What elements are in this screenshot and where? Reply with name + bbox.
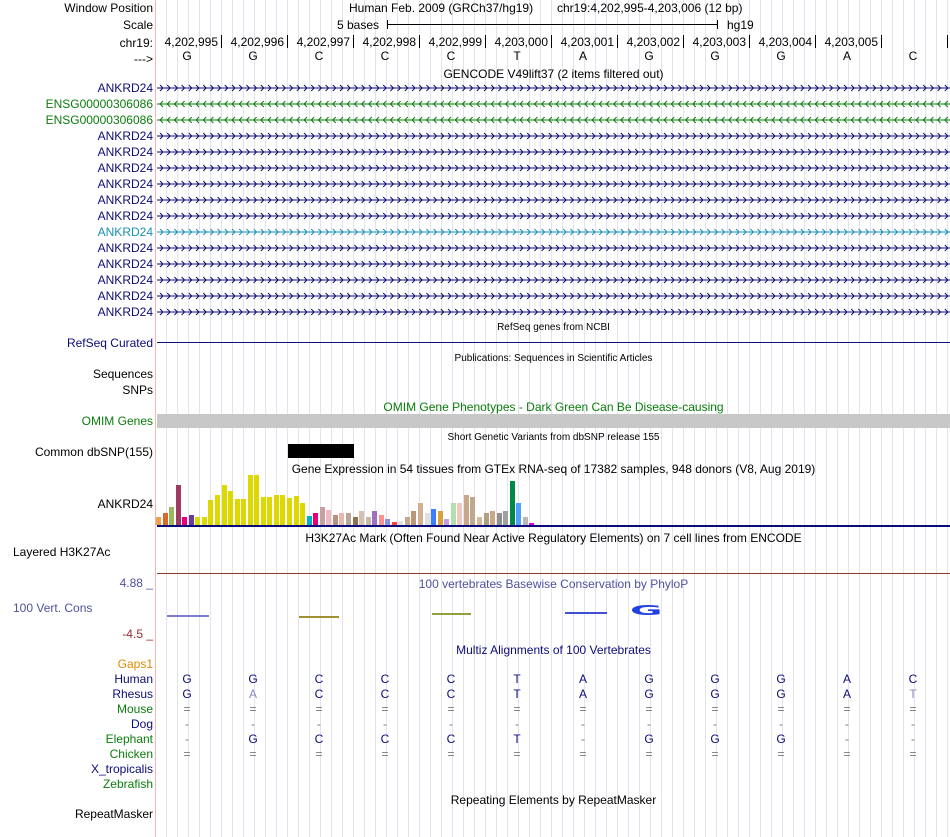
gtex-tissue-bar[interactable] <box>405 517 410 525</box>
repeatmasker-label[interactable]: RepeatMasker <box>74 807 153 821</box>
alignment-base: - <box>515 717 519 731</box>
gencode-transcript-line[interactable] <box>157 146 950 158</box>
alignment-base: - <box>185 717 189 731</box>
coordinate-label: 4,202,997 <box>296 35 350 49</box>
gtex-tissue-bar[interactable] <box>182 517 187 525</box>
gtex-tissue-bar[interactable] <box>241 499 246 525</box>
gencode-track-label[interactable]: ANKRD24 <box>97 273 153 287</box>
transcript-arrows <box>157 178 950 190</box>
alignment-base: C <box>380 687 390 701</box>
gtex-tissue-bar[interactable] <box>261 497 266 525</box>
alignment-base: - <box>911 732 915 746</box>
alignment-base: - <box>911 717 915 731</box>
alignment-base: = <box>711 702 719 716</box>
gtex-tissue-bar[interactable] <box>464 495 469 525</box>
gtex-tissue-bar[interactable] <box>372 511 377 525</box>
gencode-transcript-line[interactable] <box>157 98 950 110</box>
alignment-base: = <box>249 747 257 761</box>
gtex-tissue-bar[interactable] <box>235 499 240 525</box>
gtex-tissue-bar[interactable] <box>189 515 194 525</box>
alignment-base: G <box>776 687 786 701</box>
gencode-transcript-line[interactable] <box>157 306 950 318</box>
repeatmasker-title: Repeating Elements by RepeatMasker <box>450 793 657 807</box>
coordinate-tick <box>485 35 486 48</box>
alignment-base: T <box>909 687 917 701</box>
alignment-base: = <box>645 702 653 716</box>
alignment-base: = <box>579 702 587 716</box>
gtex-tissue-bar[interactable] <box>477 517 482 525</box>
alignment-base: G <box>248 672 258 686</box>
alignment-base: G <box>710 672 720 686</box>
gtex-tissue-bar[interactable] <box>484 513 489 525</box>
alignment-base: = <box>381 747 389 761</box>
coordinate-tick <box>353 35 354 48</box>
coordinate-label: 4,203,003 <box>692 35 746 49</box>
gencode-track-label[interactable]: ANKRD24 <box>97 161 153 175</box>
alignment-base: C <box>380 672 390 686</box>
gencode-track-label[interactable]: ANKRD24 <box>97 129 153 143</box>
gtex-tissue-bar[interactable] <box>411 511 416 525</box>
scale-label[interactable]: Scale <box>122 18 153 32</box>
base-letter: A <box>842 49 851 63</box>
base-letter: T <box>513 49 521 63</box>
alignment-base: G <box>644 687 654 701</box>
gtex-tissue-bar[interactable] <box>176 485 181 525</box>
gencode-transcript-line[interactable] <box>157 290 950 302</box>
gtex-tissue-bar[interactable] <box>503 511 508 525</box>
alignment-base: = <box>711 747 719 761</box>
transcript-arrows <box>157 274 950 286</box>
gtex-tissue-bar[interactable] <box>274 495 279 525</box>
omim-title: OMIM Gene Phenotypes - Dark Green Can Be Disease-causing <box>383 400 724 414</box>
gencode-transcript-line[interactable] <box>157 274 950 286</box>
transcript-arrows <box>157 306 950 318</box>
gtex-tissue-bar[interactable] <box>510 481 515 525</box>
alignment-base: T <box>513 672 521 686</box>
dbsnp-variant-block[interactable] <box>288 444 354 458</box>
gencode-transcript-line[interactable] <box>157 242 950 254</box>
gencode-transcript-line[interactable] <box>157 210 950 222</box>
coordinate-tick <box>287 35 288 48</box>
transcript-arrows <box>157 98 950 110</box>
gtex-tissue-bar[interactable] <box>267 497 272 525</box>
gencode-track-label[interactable]: ANKRD24 <box>97 289 153 303</box>
snps-label[interactable]: SNPs <box>122 383 153 397</box>
alignment-base: A <box>842 672 851 686</box>
multiz-title: Multiz Alignments of 100 Vertebrates <box>456 643 651 657</box>
gencode-transcript-line[interactable] <box>157 130 950 142</box>
coordinate-label: 4,202,998 <box>362 35 416 49</box>
phylop-logo-track[interactable] <box>157 598 950 622</box>
base-letter: C <box>380 49 390 63</box>
phylop-track-label[interactable]: 100 Vert. Cons <box>13 601 93 615</box>
gtex-tissue-bar[interactable] <box>280 495 285 525</box>
transcript-arrows <box>157 162 950 174</box>
gencode-transcript-line[interactable] <box>157 82 950 94</box>
alignment-base: G <box>644 732 654 746</box>
base-letter: G <box>248 49 258 63</box>
gtex-tissue-bar[interactable] <box>490 511 495 525</box>
layered-h3k27ac-label[interactable]: Layered H3K27Ac <box>13 545 111 559</box>
scale-text: 5 bases <box>337 18 380 32</box>
alignment-base: = <box>579 747 587 761</box>
gtex-tissue-bar[interactable] <box>497 513 502 525</box>
alignment-base: A <box>578 672 587 686</box>
gtex-tissue-bar[interactable] <box>287 498 292 525</box>
species-label[interactable]: Mouse <box>116 702 153 716</box>
gtex-tissue-bar[interactable] <box>353 517 358 525</box>
alignment-base: - <box>317 717 321 731</box>
alignment-base: C <box>446 672 456 686</box>
coordinate-tick <box>551 35 552 48</box>
alignment-base: - <box>713 717 717 731</box>
alignment-base: = <box>843 702 851 716</box>
gtex-tissue-bar[interactable] <box>208 500 213 525</box>
position-text: chr19:4,202,995-4,203,006 (12 bp) <box>557 1 743 15</box>
transcript-arrows <box>157 258 950 270</box>
coordinate-label: 4,203,000 <box>494 35 548 49</box>
alignment-base: C <box>446 732 456 746</box>
alignment-base: = <box>513 702 521 716</box>
alignment-base: A <box>578 687 587 701</box>
gencode-track-label[interactable]: ANKRD24 <box>97 145 153 159</box>
alignment-base: - <box>581 732 585 746</box>
gtex-tissue-bar[interactable] <box>379 515 384 525</box>
alignment-base: - <box>449 717 453 731</box>
gtex-gene-label[interactable]: ANKRD24 <box>97 497 153 511</box>
gencode-track-label[interactable]: ANKRD24 <box>97 241 153 255</box>
gtex-tissue-bar[interactable] <box>254 475 259 525</box>
coordinate-tick <box>617 35 618 48</box>
publications-title: Publications: Sequences in Scientific Articles <box>454 353 653 364</box>
gtex-tissue-bar[interactable] <box>470 497 475 525</box>
base-letter: G <box>710 49 720 63</box>
alignment-base: G <box>710 687 720 701</box>
coordinate-label: 4,203,001 <box>560 35 614 49</box>
transcript-arrows <box>157 242 950 254</box>
gencode-track-label[interactable]: ANKRD24 <box>97 193 153 207</box>
phylop-max-label: 4.88 _ <box>119 576 153 590</box>
alignment-base: = <box>909 747 917 761</box>
coordinate-label: 4,203,002 <box>626 35 680 49</box>
coordinate-tick <box>815 35 816 48</box>
phylop-min-label: -4.5 _ <box>122 627 153 641</box>
coordinate-tick <box>881 35 882 48</box>
alignment-base: C <box>314 687 324 701</box>
gencode-track-label[interactable]: ANKRD24 <box>97 257 153 271</box>
alignment-base: - <box>581 717 585 731</box>
gtex-tissue-bar[interactable] <box>307 516 312 525</box>
alignment-base: = <box>843 747 851 761</box>
species-label[interactable]: Human <box>114 672 153 686</box>
alignment-base: = <box>447 702 455 716</box>
gtex-tissue-bar[interactable] <box>294 496 299 525</box>
gtex-tissue-bar[interactable] <box>215 495 220 525</box>
gtex-tissue-bar[interactable] <box>451 503 456 525</box>
alignment-base: = <box>777 702 785 716</box>
gtex-tissue-bar[interactable] <box>359 511 364 525</box>
gencode-track-label[interactable]: ENSG00000306086 <box>45 97 153 111</box>
base-letter: G <box>644 49 654 63</box>
transcript-arrows <box>157 210 950 222</box>
gtex-tissue-bar[interactable] <box>418 503 423 525</box>
species-label[interactable]: Rhesus <box>112 687 153 701</box>
alignment-base: - <box>251 717 255 731</box>
gtex-tissue-bar[interactable] <box>248 475 253 525</box>
gtex-tissue-bar[interactable] <box>326 510 331 525</box>
dbsnp-title: Short Genetic Variants from dbSNP release 155 <box>447 432 660 443</box>
alignment-base: - <box>383 717 387 731</box>
gencode-transcript-line[interactable] <box>157 162 950 174</box>
alignment-base: - <box>185 732 189 746</box>
common-dbsnp-label[interactable]: Common dbSNP(155) <box>34 445 153 459</box>
gtex-tissue-bar[interactable] <box>156 517 161 525</box>
gencode-track-label[interactable]: ANKRD24 <box>97 177 153 191</box>
alignment-base: G <box>710 732 720 746</box>
gtex-tissue-bar[interactable] <box>300 503 305 525</box>
scale-bar <box>387 20 718 29</box>
coordinate-tick <box>749 35 750 48</box>
gtex-tissue-bar[interactable] <box>457 503 462 525</box>
base-letter: G <box>182 49 192 63</box>
assembly-text: Human Feb. 2009 (GRCh37/hg19) <box>349 1 534 15</box>
alignment-base: = <box>447 747 455 761</box>
gtex-tissue-bar[interactable] <box>222 485 227 525</box>
base-letter: C <box>446 49 456 63</box>
alignment-base: - <box>647 717 651 731</box>
coordinate-tick <box>221 35 222 48</box>
alignment-base: C <box>380 732 390 746</box>
sequences-label[interactable]: Sequences <box>92 367 153 381</box>
alignment-base: = <box>777 747 785 761</box>
gtex-tissue-bar[interactable] <box>333 515 338 525</box>
track-separator <box>157 525 950 527</box>
alignment-base: G <box>182 687 192 701</box>
coordinate-label: 4,202,995 <box>164 35 218 49</box>
gtex-tissue-bar[interactable] <box>425 513 430 525</box>
gencode-transcript-line[interactable] <box>157 114 950 126</box>
base-letter: G <box>776 49 786 63</box>
coordinate-tick <box>683 35 684 48</box>
gencode-transcript-line[interactable] <box>157 226 950 238</box>
alignment-base: T <box>513 687 521 701</box>
gtex-tissue-bar[interactable] <box>320 507 325 525</box>
gtex-tissue-bar[interactable] <box>169 507 174 525</box>
coordinate-label: 4,202,996 <box>230 35 284 49</box>
left-border-line <box>155 0 156 837</box>
alignment-base: G <box>644 672 654 686</box>
coordinate-label: 4,203,004 <box>758 35 812 49</box>
species-label[interactable]: Dog <box>130 717 153 731</box>
alignment-base: G <box>182 672 192 686</box>
gencode-track-label[interactable]: ANKRD24 <box>97 81 153 95</box>
alignment-base: = <box>183 702 191 716</box>
alignment-base: - <box>779 717 783 731</box>
refseq-curated-label[interactable]: RefSeq Curated <box>66 336 153 350</box>
gencode-track-label[interactable]: ANKRD24 <box>97 209 153 223</box>
chrom-label[interactable]: chr19: <box>119 36 153 50</box>
refseq-gene-line[interactable] <box>157 342 950 343</box>
gtex-tissue-bar[interactable] <box>195 517 200 525</box>
gtex-tissue-bar[interactable] <box>228 491 233 525</box>
window-position-label[interactable]: Window Position <box>64 1 153 15</box>
alignment-base: A <box>248 687 257 701</box>
alignment-base: = <box>183 747 191 761</box>
gencode-transcript-line[interactable] <box>157 194 950 206</box>
alignment-base: A <box>842 687 851 701</box>
alignment-base: = <box>909 702 917 716</box>
alignment-base: = <box>381 702 389 716</box>
base-letter: A <box>578 49 587 63</box>
gencode-title: GENCODE V49lift37 (2 items filtered out) <box>443 67 664 81</box>
alignment-base: C <box>446 687 456 701</box>
base-letter: C <box>314 49 324 63</box>
alignment-base: = <box>645 747 653 761</box>
h3k27ac-baseline <box>157 573 950 574</box>
coordinate-tick <box>947 35 948 48</box>
gencode-track-label[interactable]: ANKRD24 <box>97 305 153 319</box>
gtex-tissue-bar[interactable] <box>523 517 528 525</box>
species-label[interactable]: Zebrafish <box>102 777 153 791</box>
assembly-db-text: hg19 <box>727 18 754 32</box>
transcript-arrows <box>157 226 950 238</box>
alignment-base: C <box>314 732 324 746</box>
gtex-title: Gene Expression in 54 tissues from GTEx RNA-seq of 17382 samples, 948 donors (V8, Aug 2019) <box>291 462 816 476</box>
transcript-arrows <box>157 194 950 206</box>
gtex-tissue-bar[interactable] <box>163 513 168 525</box>
gtex-tissue-bar[interactable] <box>431 509 436 525</box>
gtex-tissue-bar[interactable] <box>202 517 207 525</box>
alignment-base: = <box>513 747 521 761</box>
alignment-base: C <box>314 672 324 686</box>
omim-genes-label[interactable]: OMIM Genes <box>81 414 153 428</box>
transcript-arrows <box>157 82 950 94</box>
phylop-g-glyph: G <box>630 602 663 619</box>
gtex-tissue-bar[interactable] <box>438 511 443 525</box>
strand-label[interactable]: ---> <box>134 52 153 66</box>
phylop-title: 100 vertebrates Basewise Conservation by PhyloP <box>418 577 689 591</box>
gtex-tissue-bar[interactable] <box>366 517 371 525</box>
gencode-transcript-line[interactable] <box>157 178 950 190</box>
refseq-title: RefSeq genes from NCBI <box>497 322 610 333</box>
gtex-tissue-bar[interactable] <box>516 503 521 525</box>
alignment-base: = <box>315 747 323 761</box>
transcript-arrows <box>157 114 950 126</box>
alignment-base: T <box>513 732 521 746</box>
species-label[interactable]: X_tropicalis <box>90 762 153 776</box>
gtex-bar-chart[interactable] <box>156 474 556 525</box>
transcript-arrows <box>157 146 950 158</box>
alignment-base: G <box>776 732 786 746</box>
coordinate-label: 4,203,005 <box>824 35 878 49</box>
coordinate-tick <box>419 35 420 48</box>
alignment-base: C <box>908 672 918 686</box>
coordinate-label: 4,202,999 <box>428 35 482 49</box>
gtex-tissue-bar[interactable] <box>313 513 318 525</box>
gencode-track-label[interactable]: ANKRD24 <box>97 225 153 239</box>
base-letter: C <box>908 49 918 63</box>
alignment-base: G <box>248 732 258 746</box>
gtex-tissue-bar[interactable] <box>339 513 344 525</box>
transcript-arrows <box>157 290 950 302</box>
gaps-label[interactable]: Gaps1 <box>117 657 153 671</box>
alignment-base: = <box>315 702 323 716</box>
alignment-base: - <box>845 717 849 731</box>
omim-gene-bar[interactable] <box>157 414 950 428</box>
transcript-arrows <box>157 130 950 142</box>
gtex-tissue-bar[interactable] <box>346 513 351 525</box>
species-label[interactable]: Chicken <box>109 747 153 761</box>
gencode-track-label[interactable]: ENSG00000306086 <box>45 113 153 127</box>
alignment-base: = <box>249 702 257 716</box>
gencode-transcript-line[interactable] <box>157 258 950 270</box>
species-label[interactable]: Elephant <box>105 732 153 746</box>
h3k27ac-title: H3K27Ac Mark (Often Found Near Active Regulatory Elements) on 7 cell lines from ENCODE <box>305 531 802 545</box>
alignment-base: G <box>776 672 786 686</box>
alignment-base: - <box>845 732 849 746</box>
